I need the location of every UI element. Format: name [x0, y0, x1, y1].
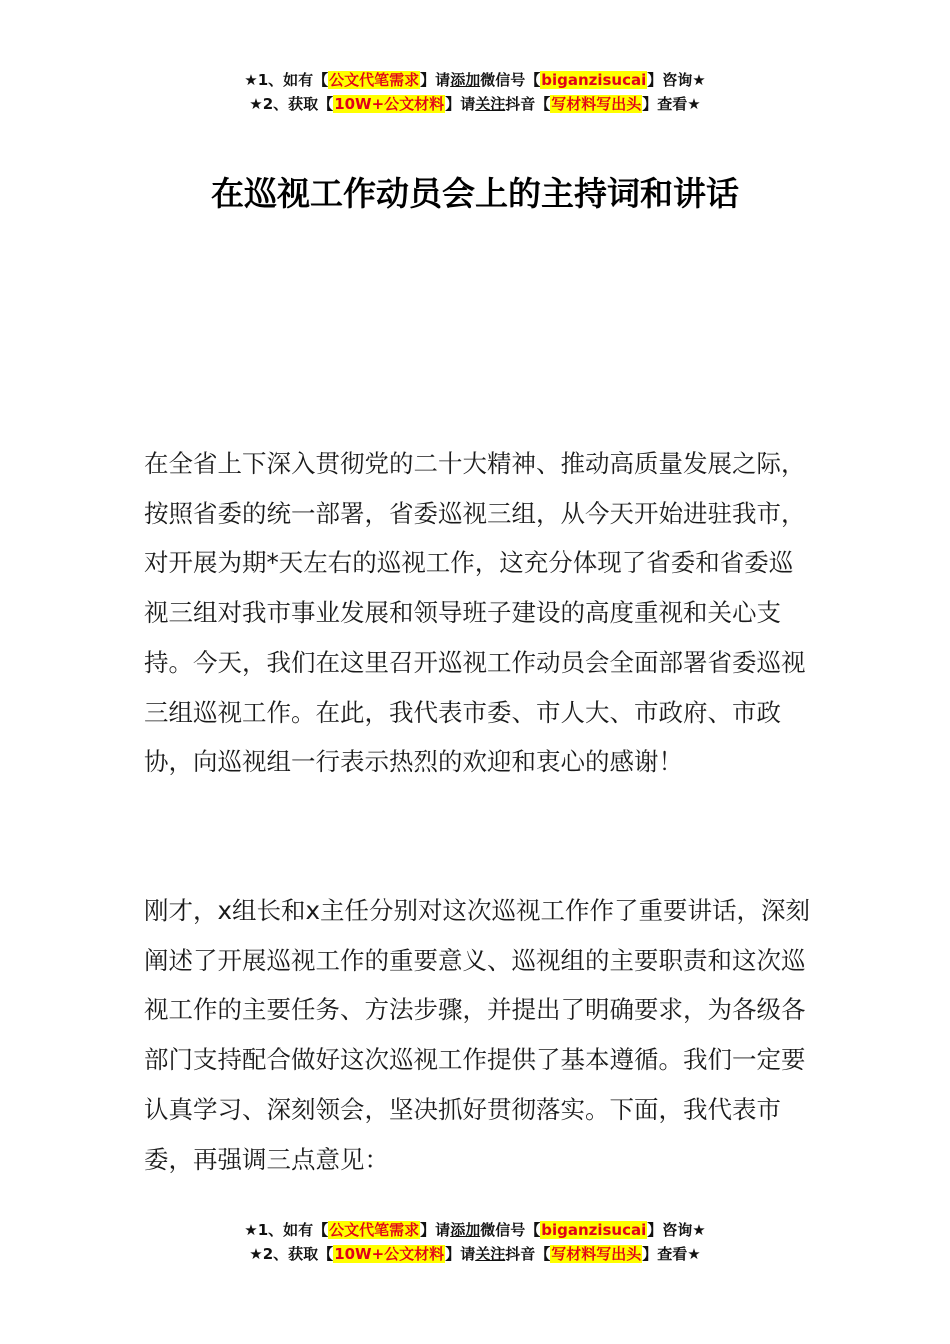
highlight-douyin-account: 写材料写出头 — [551, 95, 642, 113]
banner-underlined: 添加 — [450, 1221, 481, 1239]
banner-text: 微信号【 — [480, 71, 541, 89]
banner-underlined: 关注 — [475, 95, 506, 113]
banner-suffix: 】查看★ — [642, 1245, 701, 1263]
banner-suffix: 】咨询★ — [647, 71, 706, 89]
highlight-service: 公文代笔需求 — [329, 1221, 420, 1239]
highlight-service: 公文代笔需求 — [329, 71, 420, 89]
banner-text: 】请 — [420, 71, 451, 89]
banner-prefix: ★1、如有【 — [244, 71, 329, 89]
banner-text: 抖音【 — [505, 95, 551, 113]
banner-text: 】请 — [445, 95, 476, 113]
highlight-wechat-id: biganzisucai — [541, 1221, 647, 1239]
highlight-materials: 10W+公文材料 — [334, 95, 445, 113]
banner-underlined: 关注 — [475, 1245, 506, 1263]
document-title: 在巡视工作动员会上的主持词和讲话 — [211, 174, 739, 214]
banner-text: 】请 — [445, 1245, 476, 1263]
banner-text: 】请 — [420, 1221, 451, 1239]
banner-prefix: ★2、获取【 — [249, 1245, 334, 1263]
highlight-wechat-id: biganzisucai — [541, 71, 647, 89]
banner-line-2 — [0, 1242, 950, 1266]
banner-line-1 — [0, 1218, 950, 1242]
banner-prefix: ★2、获取【 — [249, 95, 334, 113]
banner-suffix: 】查看★ — [642, 95, 701, 113]
header-banner — [0, 68, 950, 116]
highlight-materials: 10W+公文材料 — [334, 1245, 445, 1263]
footer-banner — [0, 1218, 950, 1266]
banner-underlined: 添加 — [450, 71, 481, 89]
banner-line-2 — [0, 92, 950, 116]
banner-line-1 — [0, 68, 950, 92]
banner-text: 微信号【 — [480, 1221, 541, 1239]
banner-prefix: ★1、如有【 — [244, 1221, 329, 1239]
paragraph-2: 刚才，x组长和x主任分别对这次巡视工作作了重要讲话，深刻阐述了开展巡视工作的重要意义、巡视组的主要职责和这次巡视工作的主要任务、方法步骤，并提出了明确要求，为各级各部门支持配合做好这次巡视工作提供了基本遵循。我们一定要认真学习、深刻领会，坚决抓好贯彻落实。下面，我代表市委，再强调三点意见： — [144, 896, 810, 1174]
paragraph-1: 在全省上下深入贯彻党的二十大精神、推动高质量发展之际，按照省委的统一部署，省委巡视三组，从今天开始进驻我市，对开展为期*天左右的巡视工作，这充分体现了省委和省委巡视三组对我市事业发展和领导班子建设的高度重视和关心支持。今天，我们在这里召开巡视工作动员会全面部署省委巡视三组巡视工作。在此，我代表市委、市人大、市政府、市政协，向巡视组一行表示热烈的欢迎和衷心的感谢！ — [144, 449, 806, 777]
banner-suffix: 】咨询★ — [647, 1221, 706, 1239]
banner-text: 抖音【 — [505, 1245, 551, 1263]
highlight-douyin-account: 写材料写出头 — [551, 1245, 642, 1263]
